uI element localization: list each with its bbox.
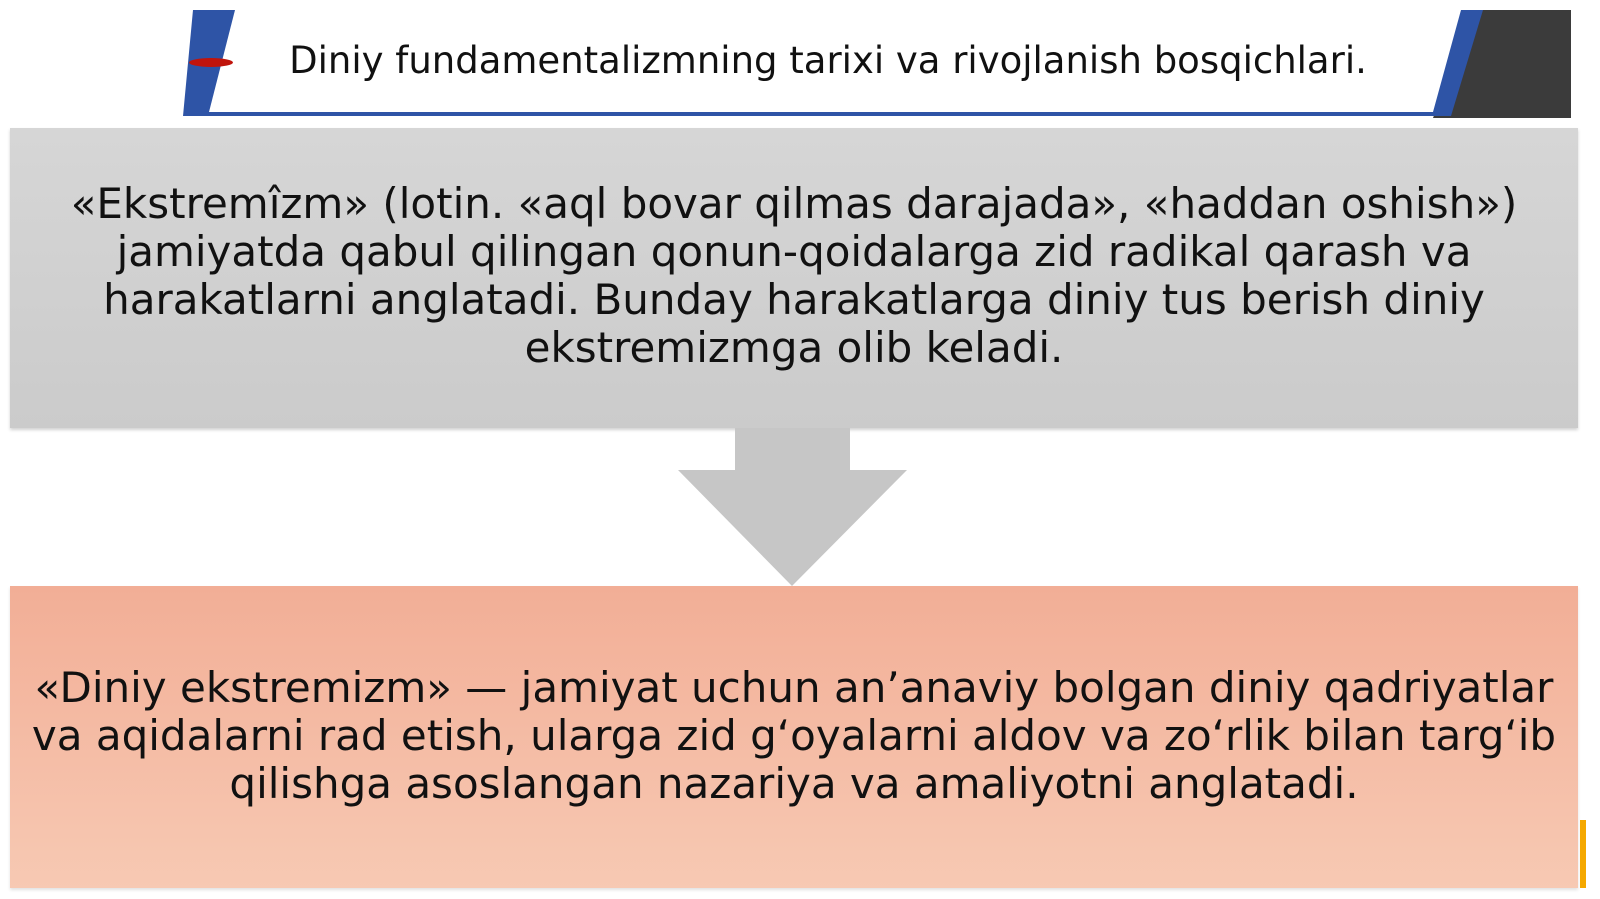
orange-marker-decoration xyxy=(1580,820,1586,888)
conclusion-text: «Diniy ekstremizm» — jamiyat uchun an’anaviy bolgan diniy qadriyatlar va aqidalarni rad etish, ularga zid g‘oyalarni aldov va zo‘rlik bilan targ‘ib qilishga asoslangan nazariya va amaliyotni anglatadi. xyxy=(31,663,1557,808)
definition-box xyxy=(10,128,1578,428)
title-banner xyxy=(183,8,1573,120)
conclusion-box xyxy=(10,586,1578,888)
definition-text: «Ekstremîzm» (lotin. «aql bovar qilmas darajada», «haddan oshish») jamiyatda qabul qilingan qonun-qoidalarga zid radikal qarash va harakatlarni anglatadi. Bunday harakatlarga diniy tus berish diniy ekstremizmga olib keladi. xyxy=(70,179,1518,372)
slide-title: Diniy fundamentalizmning tarixi va rivojlanish bosqichlari. xyxy=(289,38,1367,82)
down-arrow-icon xyxy=(675,428,910,588)
red-marker-decoration xyxy=(189,58,233,67)
